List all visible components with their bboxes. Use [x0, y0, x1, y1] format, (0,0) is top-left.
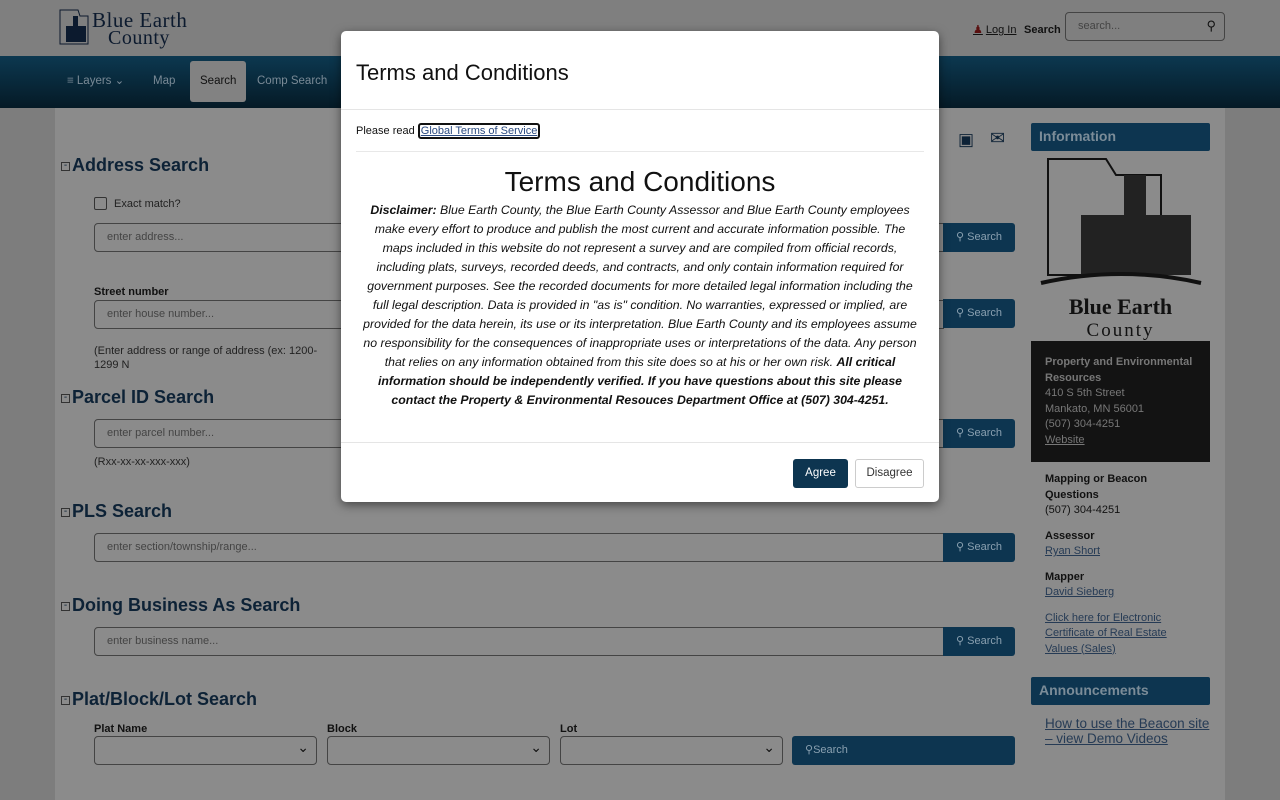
exact-match-label: Exact match? [114, 198, 181, 210]
assessor-link[interactable]: Ryan Short [1045, 545, 1101, 557]
dba-search-button[interactable]: ⚲ Search [943, 627, 1015, 656]
mapper-label: Mapper [1045, 570, 1085, 583]
parcel-hint: (Rxx-xx-xx-xxx-xxx) [94, 456, 190, 468]
dba-search-heading[interactable] [61, 595, 300, 616]
agree-button[interactable]: Agree [793, 459, 848, 488]
user-icon: ♟ [973, 24, 983, 36]
street-number-input[interactable]: enter house number... [94, 300, 944, 329]
disclaimer-bold: All critical information should be independently verified. If you have questions about this site please contact the Property & Environmental Resouces Department Office at (507) 304-4251. [377, 355, 903, 407]
logo-line2: County [108, 27, 170, 49]
announcements-heading: Announcements [1031, 677, 1210, 705]
heading-text: Plat/Block/Lot Search [72, 689, 258, 709]
address-input[interactable]: enter address... [94, 223, 944, 252]
terms-heading: Terms and Conditions [504, 166, 776, 197]
collapse-icon[interactable]: - [61, 602, 70, 611]
pls-search-button[interactable]: ⚲ Search [943, 533, 1015, 562]
modal-title: Terms and Conditions [341, 31, 939, 110]
plat-search-heading[interactable] [61, 689, 257, 710]
btn-label: Search [813, 744, 848, 756]
disagree-button[interactable]: Disagree [855, 459, 924, 488]
nav-comp-search[interactable]: Comp Search [257, 75, 328, 87]
nav-search[interactable]: Search [190, 61, 246, 102]
sidebar [1031, 123, 1210, 746]
street-search-button[interactable]: ⚲ Search [943, 299, 1015, 328]
mapping-label: Mapping or Beacon Questions [1045, 473, 1148, 501]
information-heading: Information [1031, 123, 1210, 151]
mapping-phone: (507) 304-4251 [1045, 504, 1121, 516]
parcel-search-button[interactable]: ⚲ Search [943, 419, 1015, 448]
btn-label: Search [967, 427, 1002, 439]
nav-layers-label: Layers [76, 75, 112, 87]
global-tos-link[interactable]: Global Terms of Service [418, 123, 541, 139]
please-read-text: Please read [356, 125, 418, 137]
login-link[interactable] [973, 23, 1016, 36]
seal-line2: County [1086, 320, 1155, 341]
street-number-label: Street number [94, 286, 169, 298]
image-icon[interactable]: ▣ [958, 130, 975, 149]
email-icon[interactable]: ✉ [990, 128, 1006, 148]
courthouse-logo-icon [58, 8, 92, 46]
announcement-link[interactable]: How to use the Beacon site – view Demo Videos [1045, 716, 1210, 746]
collapse-icon[interactable]: - [61, 162, 70, 171]
collapse-icon[interactable]: - [61, 508, 70, 517]
courthouse-icon [1036, 155, 1206, 295]
search-placeholder: search... [1078, 20, 1121, 32]
county-seal-logo [1031, 151, 1210, 341]
nav-map[interactable]: Map [153, 75, 176, 87]
btn-label: Search [967, 635, 1002, 647]
btn-label: Search [967, 307, 1002, 319]
address-hint: (Enter address or range of address (ex: 1200-1299 N [94, 345, 318, 371]
exact-match-checkbox[interactable] [94, 197, 107, 210]
parcel-search-heading[interactable] [61, 387, 214, 408]
pls-search-heading[interactable] [61, 501, 172, 522]
website-link[interactable]: Website [1045, 433, 1085, 446]
county-logo[interactable] [58, 8, 198, 48]
ecrv-link[interactable]: Click here for Electronic Certificate of Real Estate Values (Sales) [1045, 611, 1167, 655]
disclaimer-body: Blue Earth County, the Blue Earth County Assessor and Blue Earth County employees make every effort to produce and publish the most current and accurate information possible. The maps included in this website do not represent a survey and are compiled from official records, including plats, surveys, recorded deeds, and contracts, and only contain information required for government purposes. See the recorded documents for more detailed legal information including the full legal description. Data is provided in "as is" condition. No warranties, expressed or implied, are provided for the data herein, its use or its interpretation. Blue Earth County and its employees assume no responsibility for the consequences of inappropriate uses or interpretations of the data. Any person that relies on any information obtained from this site does so at his or her own risk. [363, 203, 917, 369]
header-search-input[interactable] [1065, 12, 1225, 41]
terms-modal [341, 31, 939, 502]
collapse-icon[interactable]: - [61, 394, 70, 403]
contact-box [1031, 341, 1210, 462]
phone: (507) 304-4251 [1045, 418, 1121, 430]
collapse-icon[interactable]: - [61, 696, 70, 705]
disclaimer-text [356, 201, 924, 410]
lot-label: Lot [560, 723, 578, 735]
login-label: Log In [985, 24, 1017, 36]
lot-select[interactable] [560, 736, 783, 765]
search-label: Search [1024, 24, 1061, 36]
heading-text: Address Search [72, 155, 210, 175]
pls-input[interactable]: enter section/township/range... [94, 533, 944, 562]
plat-search-button[interactable]: ⚲Search [792, 736, 1015, 765]
block-select[interactable] [327, 736, 550, 765]
nav-layers[interactable]: ≡ Layers ⌄ [67, 75, 125, 87]
chevron-down-icon: ⌄ [114, 75, 125, 87]
address-line2: Mankato, MN 56001 [1045, 402, 1145, 415]
btn-label: Search [967, 541, 1002, 553]
plat-label: Plat Name [94, 723, 148, 735]
dba-input[interactable]: enter business name... [94, 627, 944, 656]
logo-line1: Blue Earth [92, 8, 188, 32]
heading-text: Doing Business As Search [72, 595, 301, 615]
block-label: Block [327, 723, 357, 735]
search-icon[interactable]: ⚲ [1206, 18, 1216, 33]
dept-name: Property and Environmental Resources [1045, 356, 1193, 384]
disclaimer-label: Disclaimer: [370, 203, 437, 217]
heading-text: PLS Search [72, 501, 173, 521]
address-search-heading[interactable] [61, 155, 209, 176]
assessor-label: Assessor [1045, 529, 1095, 542]
please-read-line [356, 125, 924, 152]
address-search-button[interactable]: ⚲ Search [943, 223, 1015, 252]
seal-line1: Blue Earth [1068, 294, 1173, 319]
btn-label: Search [967, 231, 1002, 243]
address-line1: 410 S 5th Street [1045, 387, 1125, 399]
heading-text: Parcel ID Search [72, 387, 215, 407]
mapper-link[interactable]: David Sieberg [1045, 586, 1115, 598]
plat-select[interactable] [94, 736, 317, 765]
modal-footer [341, 442, 939, 502]
parcel-input[interactable]: enter parcel number... [94, 419, 944, 448]
